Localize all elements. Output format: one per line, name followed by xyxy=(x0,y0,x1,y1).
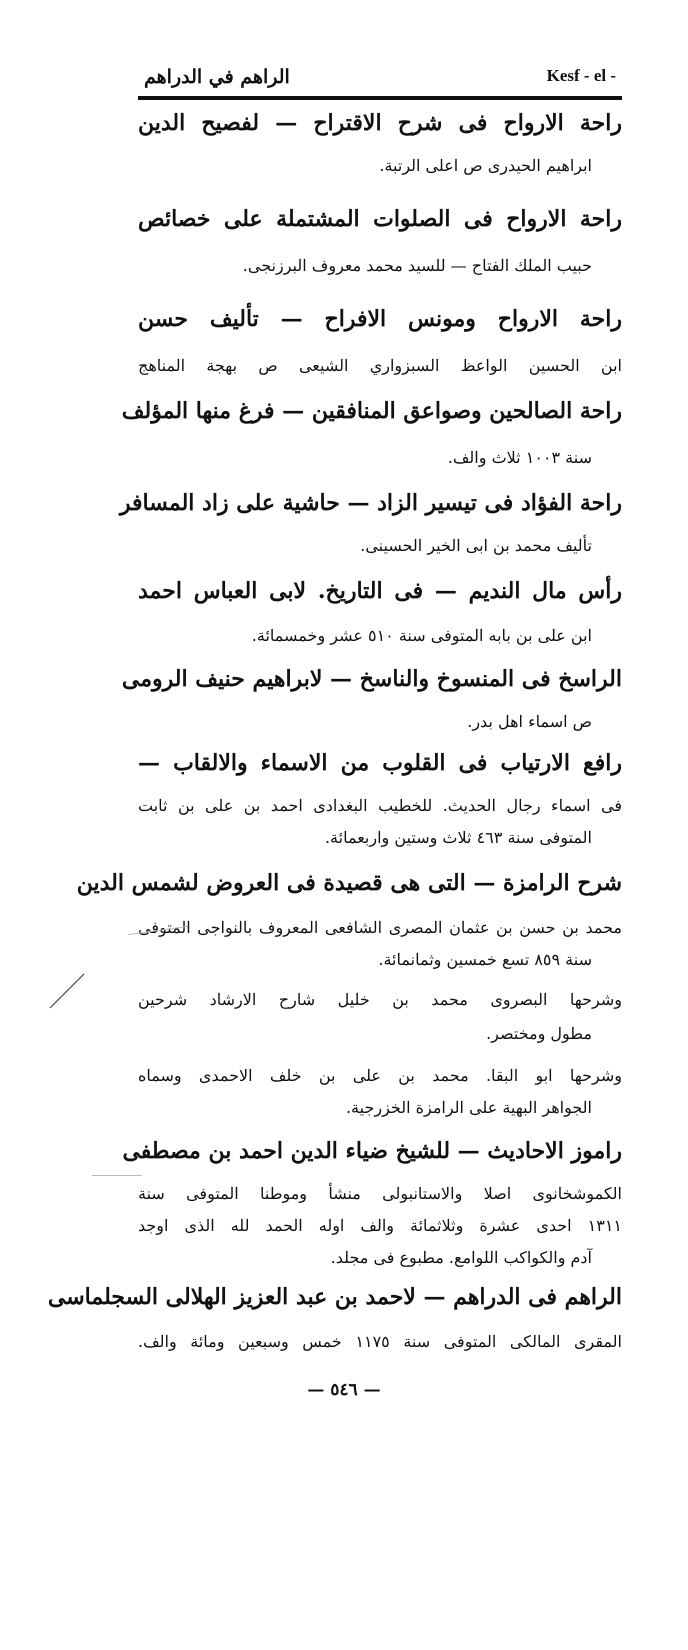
entry-text-line: ١٣١١ احدى عشرة وثلاثمائة والف اوله الحمد لله الذى اوجد xyxy=(138,1216,622,1235)
entry-title-line: راحة الصالحين وصواعق المنافقين — فرغ منها المؤلف xyxy=(121,398,622,424)
entry-text-line: ص اسماء اهل بدر. xyxy=(467,712,592,731)
entry-title-line: راحة الارواح ومونس الافراح — تأليف حسن xyxy=(138,306,622,332)
entry-text-line: سنة ١٠٠٣ ثلاث والف. xyxy=(447,448,592,467)
entry-text-line: الكموشخانوى اصلا والاستانبولى منشأ وموطنا المتوفى سنة xyxy=(138,1184,622,1203)
entry-title-line: شرح الرامزة — التى هى قصيدة فى العروض لشمس الدين xyxy=(76,870,622,896)
entry-text-line: المقرى المالكى المتوفى سنة ١١٧٥ خمس وسبعين ومائة والف. xyxy=(138,1332,622,1351)
entry-title-line: الراسخ فى المنسوخ والناسخ — لابراهيم حنيف الرومى xyxy=(121,666,622,692)
entry-title-line: راموز الاحاديث — للشيخ ضياء الدين احمد بن مصطفى xyxy=(122,1138,622,1164)
entry-text-line: تأليف محمد بن ابى الخير الحسينى. xyxy=(360,536,592,555)
entry-text-line: محمد بن حسن بن عثمان المصرى الشافعى المعروف بالنواجى المتوفى xyxy=(138,918,622,937)
running-title-right: Kesf - el - xyxy=(546,66,616,85)
entry-text-line: ابن الحسين الواعظ السبزواري الشيعى ص بهجة المناهج xyxy=(138,356,622,375)
page-number: — ٥٤٦ — xyxy=(307,1380,381,1400)
margin-mark xyxy=(92,1175,142,1176)
entry-title-line: راحة الفؤاد فى تيسير الزاد — حاشية على زاد المسافر xyxy=(119,490,622,516)
entry-text-line: الجواهر البهية على الرامزة الخزرجية. xyxy=(345,1098,592,1117)
entry-text-line: سنة ٨٥٩ تسع خمسين وثمانمائة. xyxy=(378,950,592,969)
entry-title-line: رافع الارتياب فى القلوب من الاسماء والالقاب — xyxy=(138,750,622,776)
entry-text-line: وشرحها ابو البقا. محمد بن على بن خلف الاحمدى وسماه xyxy=(138,1066,622,1085)
running-title-left: الراهم في الدراهم xyxy=(144,66,290,88)
entry-title-line: رأس مال النديم — فى التاريخ. لابى العباس احمد xyxy=(138,578,622,604)
entry-text-line: فى اسماء رجال الحديث. للخطيب البغدادى احمد بن على بن ثابت xyxy=(138,796,622,815)
entry-text-line: ابن على بن بابه المتوفى سنة ٥١٠ عشر وخمسمائة. xyxy=(251,626,592,645)
entry-title-line: راحة الارواح فى شرح الاقتراح — لفصيح الدين xyxy=(138,110,622,136)
entry-text-line: المتوفى سنة ٤٦٣ ثلاث وستين واربعمائة. xyxy=(324,828,592,847)
header-rule xyxy=(138,96,622,100)
entry-text-line: ابراهيم الحيدرى ص اعلى الرتبة. xyxy=(379,156,592,175)
catalog-entries xyxy=(47,110,622,1650)
running-header xyxy=(138,58,622,98)
entry-text-line: آدم والكواكب اللوامع. مطبوع فى مجلد. xyxy=(330,1248,592,1267)
entry-title-line: الراهم فى الدراهم — لاحمد بن عبد العزيز الهلالى السجلماسى xyxy=(47,1284,622,1310)
entry-text-line: حبيب الملك الفتاح — للسيد محمد معروف البرزنجى. xyxy=(242,256,592,275)
entry-text-line: مطول ومختصر. xyxy=(486,1024,592,1043)
entry-text-line: وشرحها البصروى محمد بن خليل شارح الارشاد شرحين xyxy=(138,990,622,1009)
entry-title-line: راحة الارواح فى الصلوات المشتملة على خصائص xyxy=(138,206,622,232)
pen-stroke-mark xyxy=(48,970,88,1010)
